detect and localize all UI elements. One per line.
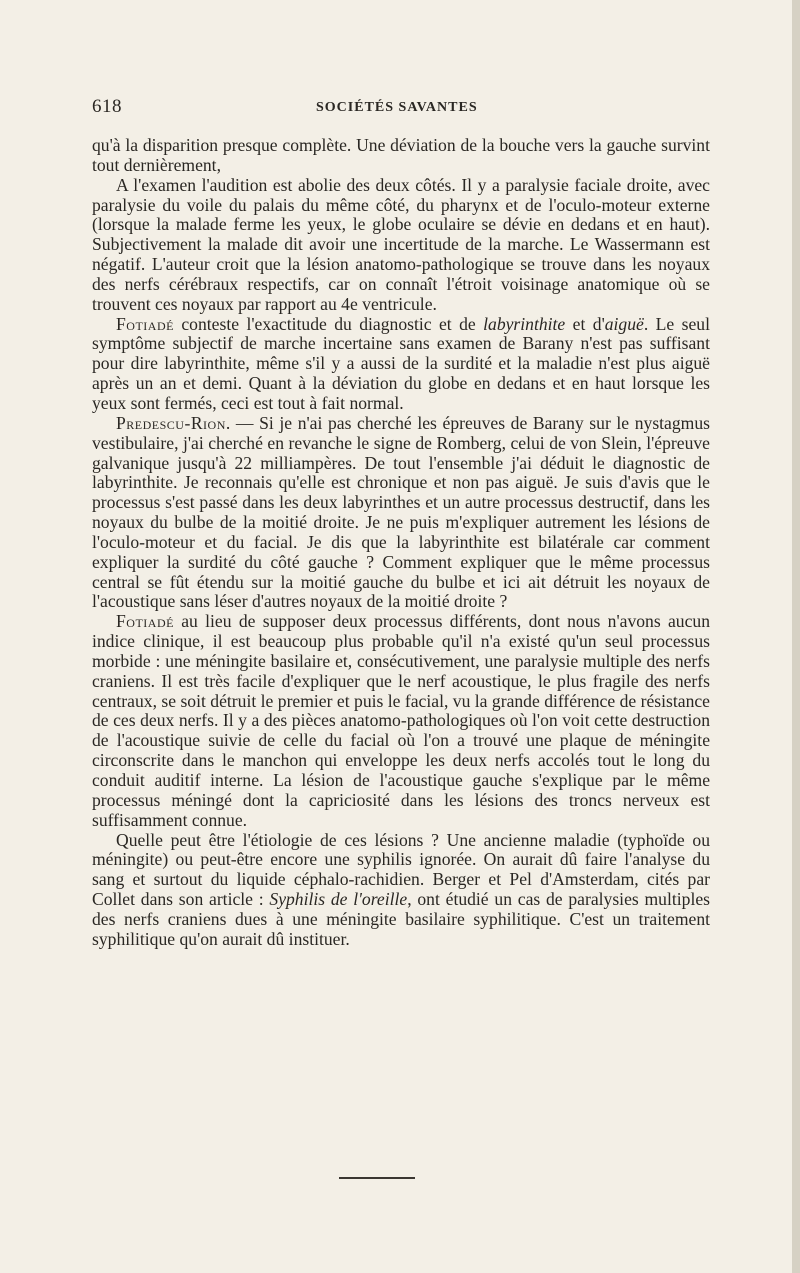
page-number: 618 (92, 96, 122, 117)
paragraph-4 (92, 414, 710, 612)
page-edge (792, 0, 800, 1273)
paragraph-6 (92, 831, 710, 950)
paragraph-3-text-a: conteste l'exactitude du diagnostic et de (173, 313, 484, 334)
paragraph-4-text: . — Si je n'ai pas cherché les épreuves de Barany sur le nystagmus vestibulaire, j'ai cherché en revanche le signe de Romberg, celui de von Slein, l'épreuve galvanique jusqu'à 22 milliampères. De tout l'ensemble j'ai déduit le diagnostic de labyrinthite. Je reconnais qu'elle est chronique et non pas aiguë. Je suis d'avis que le processus s'est passé dans les deux labyrinthes et un autre processus destructif, dans les noyaux du bulbe de la moitié droite. Je ne puis m'expliquer autrement les lésions de l'oculo-moteur et du facial. Je dis que la labyrinthite est bilatérale car comment expliquer la surdité du côté gauche ? Comment expliquer que le même processus central se fût étendu sur la moitié gauche du bulbe et ici ait détruit les noyaux de l'acoustique sans léser d'autres noyaux de la moitié droite ? (92, 412, 710, 612)
paragraph-3-text-b: et d' (565, 313, 605, 334)
paragraph-6-text-b: , ont étudié un cas de paralysies multiples des nerfs craniens dues à une méningite basilaire syphilitique. C'est un traitement syphilitique qu'on aurait dû instituer. (92, 889, 710, 949)
body-text (92, 136, 710, 950)
italic-term: aiguë (604, 313, 644, 334)
paragraph-3-text-c: . Le seul symptôme subjectif de marche incertaine sans examen de Barany n'est pas suffisant pour dire labyrinthite, même s'il y a aussi de la surdité et la maladie n'est plus aiguë après un an et demi. Quant à la déviation du globe en dedans et en haut lorsque les yeux sont fermés, ceci est tout à fait normal. (92, 313, 710, 413)
paragraph-5 (92, 612, 710, 830)
paragraph-3 (92, 315, 710, 414)
paragraph-1: qu'à la disparition presque complète. Une déviation de la bouche vers la gauche survint tout dernièrement, (92, 135, 710, 175)
speaker-name: Fotiadé (116, 611, 174, 632)
page-header (92, 96, 710, 118)
italic-title: Syphilis de l'oreille (269, 889, 408, 910)
speaker-name: Predescu-Rion (116, 412, 226, 433)
paragraph-2: A l'examen l'audition est abolie des deux côtés. Il y a paralysie faciale droite, avec paralysie du voile du palais du même côté, du pharynx et de l'oculo-moteur externe (lorsque la malade ferme les yeux, le globe oculaire se dévie en dedans et en haut). Subjectivement la malade dit avoir une incertitude de la marche. Le Wassermann est négatif. L'auteur croit que la lésion anatomo-pathologique se trouve dans les noyaux des nerfs cérébraux respectifs, car on connaît l'étroit voisinage anatomique où se trouvent ces noyaux par rapport au 4e ventricule. (92, 174, 710, 314)
speaker-name: Fotiadé (116, 313, 174, 334)
paragraph-6-text-a: Quelle peut être l'étiologie de ces lésions ? Une ancienne maladie (typhoïde ou méningite) ou peut-être encore une syphilis ignorée. On aurait dû faire l'analyse du sang et surtout du liquide céphalo-rachidien. Berger et Pel d'Amsterdam, cités par Collet dans son article : (92, 829, 710, 910)
italic-term: labyrinthite (483, 313, 566, 334)
running-head: SOCIÉTÉS SAVANTES (316, 100, 478, 115)
section-divider (339, 1177, 415, 1179)
paragraph-5-text: au lieu de supposer deux processus différents, dont nous n'avons aucun indice clinique, il est beaucoup plus probable qu'il n'a existé qu'un seul processus morbide : une méningite basilaire et, consécutivement, une paralysie multiple des nerfs craniens. Il est très facile d'expliquer que le nerf acoustique, le plus fragile des nerfs centraux, se soit détruit le premier et puis le facial, vu la grande différence de résistance de ces deux nerfs. Il y a des pièces anatomo-pathologiques où l'on voit cette destruction de l'acoustique suivie de celle du facial où l'on a trouvé une plaque de méningite circonscrite dans le manchon qui enveloppe les deux nerfs accolés tout le long du conduit auditif interne. La lésion de l'acoustique gauche s'explique par le même processus méningé dont la capriciosité dans les lésions des troncs nerveux est suffisamment connue. (92, 611, 710, 830)
